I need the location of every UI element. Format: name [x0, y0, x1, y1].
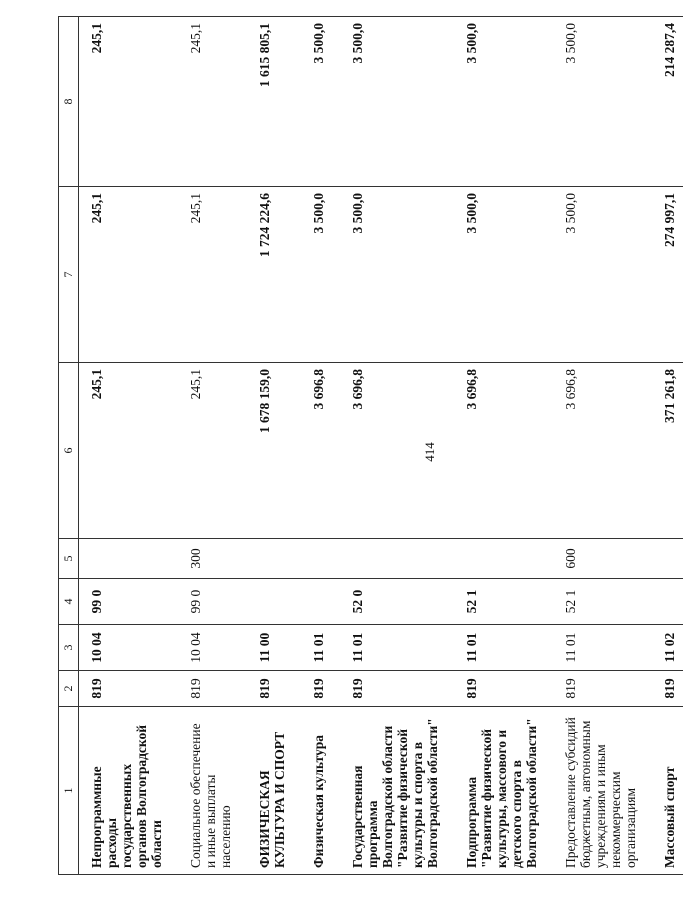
cell-amount-3: 214 287,4 [644, 17, 683, 187]
cell-amount-2: 1 724 224,6 [239, 187, 293, 363]
cell-code: 819 [446, 671, 545, 707]
table-row [446, 17, 545, 875]
table-body [79, 17, 683, 875]
cell-code: 819 [79, 671, 171, 707]
cell-name: Подпрограмма "Развитие физической культуры, массового и детского спорта в Волгоградской области" [446, 707, 545, 875]
cell-program [239, 579, 293, 625]
cell-amount-1: 3 696,8 [545, 363, 644, 539]
cell-expense-type [239, 539, 293, 579]
cell-amount-3: 245,1 [170, 17, 239, 187]
cell-name: Непрограммные расходы государственных органов Волгоградской области [79, 707, 171, 875]
cell-name: ФИЗИЧЕСКАЯ КУЛЬТУРА И СПОРТ [239, 707, 293, 875]
cell-section: 11 00 [239, 625, 293, 671]
cell-section: 11 01 [446, 625, 545, 671]
cell-section: 10 04 [79, 625, 171, 671]
cell-amount-3: 3 500,0 [545, 17, 644, 187]
col-header-1: 1 [59, 707, 79, 875]
cell-name: Социальное обеспечение и иные выплаты населению [170, 707, 239, 875]
cell-expense-type [79, 539, 171, 579]
cell-name: Массовый спорт [644, 707, 683, 875]
cell-amount-3: 245,1 [79, 17, 171, 187]
table-row [239, 17, 293, 875]
cell-program: 52 1 [446, 579, 545, 625]
cell-amount-3: 3 500,0 [446, 17, 545, 187]
table-row [293, 17, 332, 875]
cell-amount-1: 371 261,8 [644, 363, 683, 539]
cell-amount-2: 245,1 [170, 187, 239, 363]
header-row [59, 17, 79, 875]
cell-code: 819 [239, 671, 293, 707]
cell-code: 819 [332, 671, 446, 707]
cell-amount-1: 1 678 159,0 [239, 363, 293, 539]
cell-amount-2: 3 500,0 [293, 187, 332, 363]
cell-code: 819 [170, 671, 239, 707]
cell-expense-type: 600 [545, 539, 644, 579]
cell-expense-type [446, 539, 545, 579]
cell-amount-2: 274 997,1 [644, 187, 683, 363]
cell-expense-type [644, 539, 683, 579]
cell-amount-3: 3 500,0 [293, 17, 332, 187]
cell-section: 11 01 [332, 625, 446, 671]
cell-section: 11 01 [545, 625, 644, 671]
cell-section: 11 02 [644, 625, 683, 671]
cell-amount-3: 1 615 805,1 [239, 17, 293, 187]
cell-section: 10 04 [170, 625, 239, 671]
cell-amount-1: 3 696,8 [332, 363, 446, 539]
col-header-7: 7 [59, 187, 79, 363]
table-row [170, 17, 239, 875]
cell-program [293, 579, 332, 625]
cell-program: 99 0 [170, 579, 239, 625]
cell-amount-2: 3 500,0 [545, 187, 644, 363]
page-number: 414 [422, 442, 437, 462]
cell-amount-1: 245,1 [170, 363, 239, 539]
cell-name: Государственная программа Волгоградской области "Развитие физической культуры и спорта в Волгоградской области" [332, 707, 446, 875]
cell-code: 819 [545, 671, 644, 707]
cell-code: 819 [293, 671, 332, 707]
table-row [79, 17, 171, 875]
cell-expense-type [293, 539, 332, 579]
cell-amount-2: 245,1 [79, 187, 171, 363]
cell-program: 99 0 [79, 579, 171, 625]
col-header-6: 6 [59, 363, 79, 539]
cell-amount-2: 3 500,0 [332, 187, 446, 363]
cell-amount-1: 3 696,8 [446, 363, 545, 539]
col-header-3: 3 [59, 625, 79, 671]
cell-amount-2: 3 500,0 [446, 187, 545, 363]
cell-name: Физическая культура [293, 707, 332, 875]
cell-program [644, 579, 683, 625]
budget-table [58, 16, 683, 875]
cell-program: 52 0 [332, 579, 446, 625]
table-row [332, 17, 446, 875]
cell-code: 819 [644, 671, 683, 707]
cell-expense-type: 300 [170, 539, 239, 579]
col-header-8: 8 [59, 17, 79, 187]
cell-amount-1: 245,1 [79, 363, 171, 539]
table-row [644, 17, 683, 875]
col-header-5: 5 [59, 539, 79, 579]
cell-program: 52 1 [545, 579, 644, 625]
cell-amount-3: 3 500,0 [332, 17, 446, 187]
col-header-4: 4 [59, 579, 79, 625]
cell-amount-1: 3 696,8 [293, 363, 332, 539]
table-row [545, 17, 644, 875]
cell-name: Предоставление субсидий бюджетным, автономным учреждениям и иным некоммерческим организациям [545, 707, 644, 875]
col-header-2: 2 [59, 671, 79, 707]
cell-section: 11 01 [293, 625, 332, 671]
table-header [59, 17, 79, 875]
cell-expense-type [332, 539, 446, 579]
